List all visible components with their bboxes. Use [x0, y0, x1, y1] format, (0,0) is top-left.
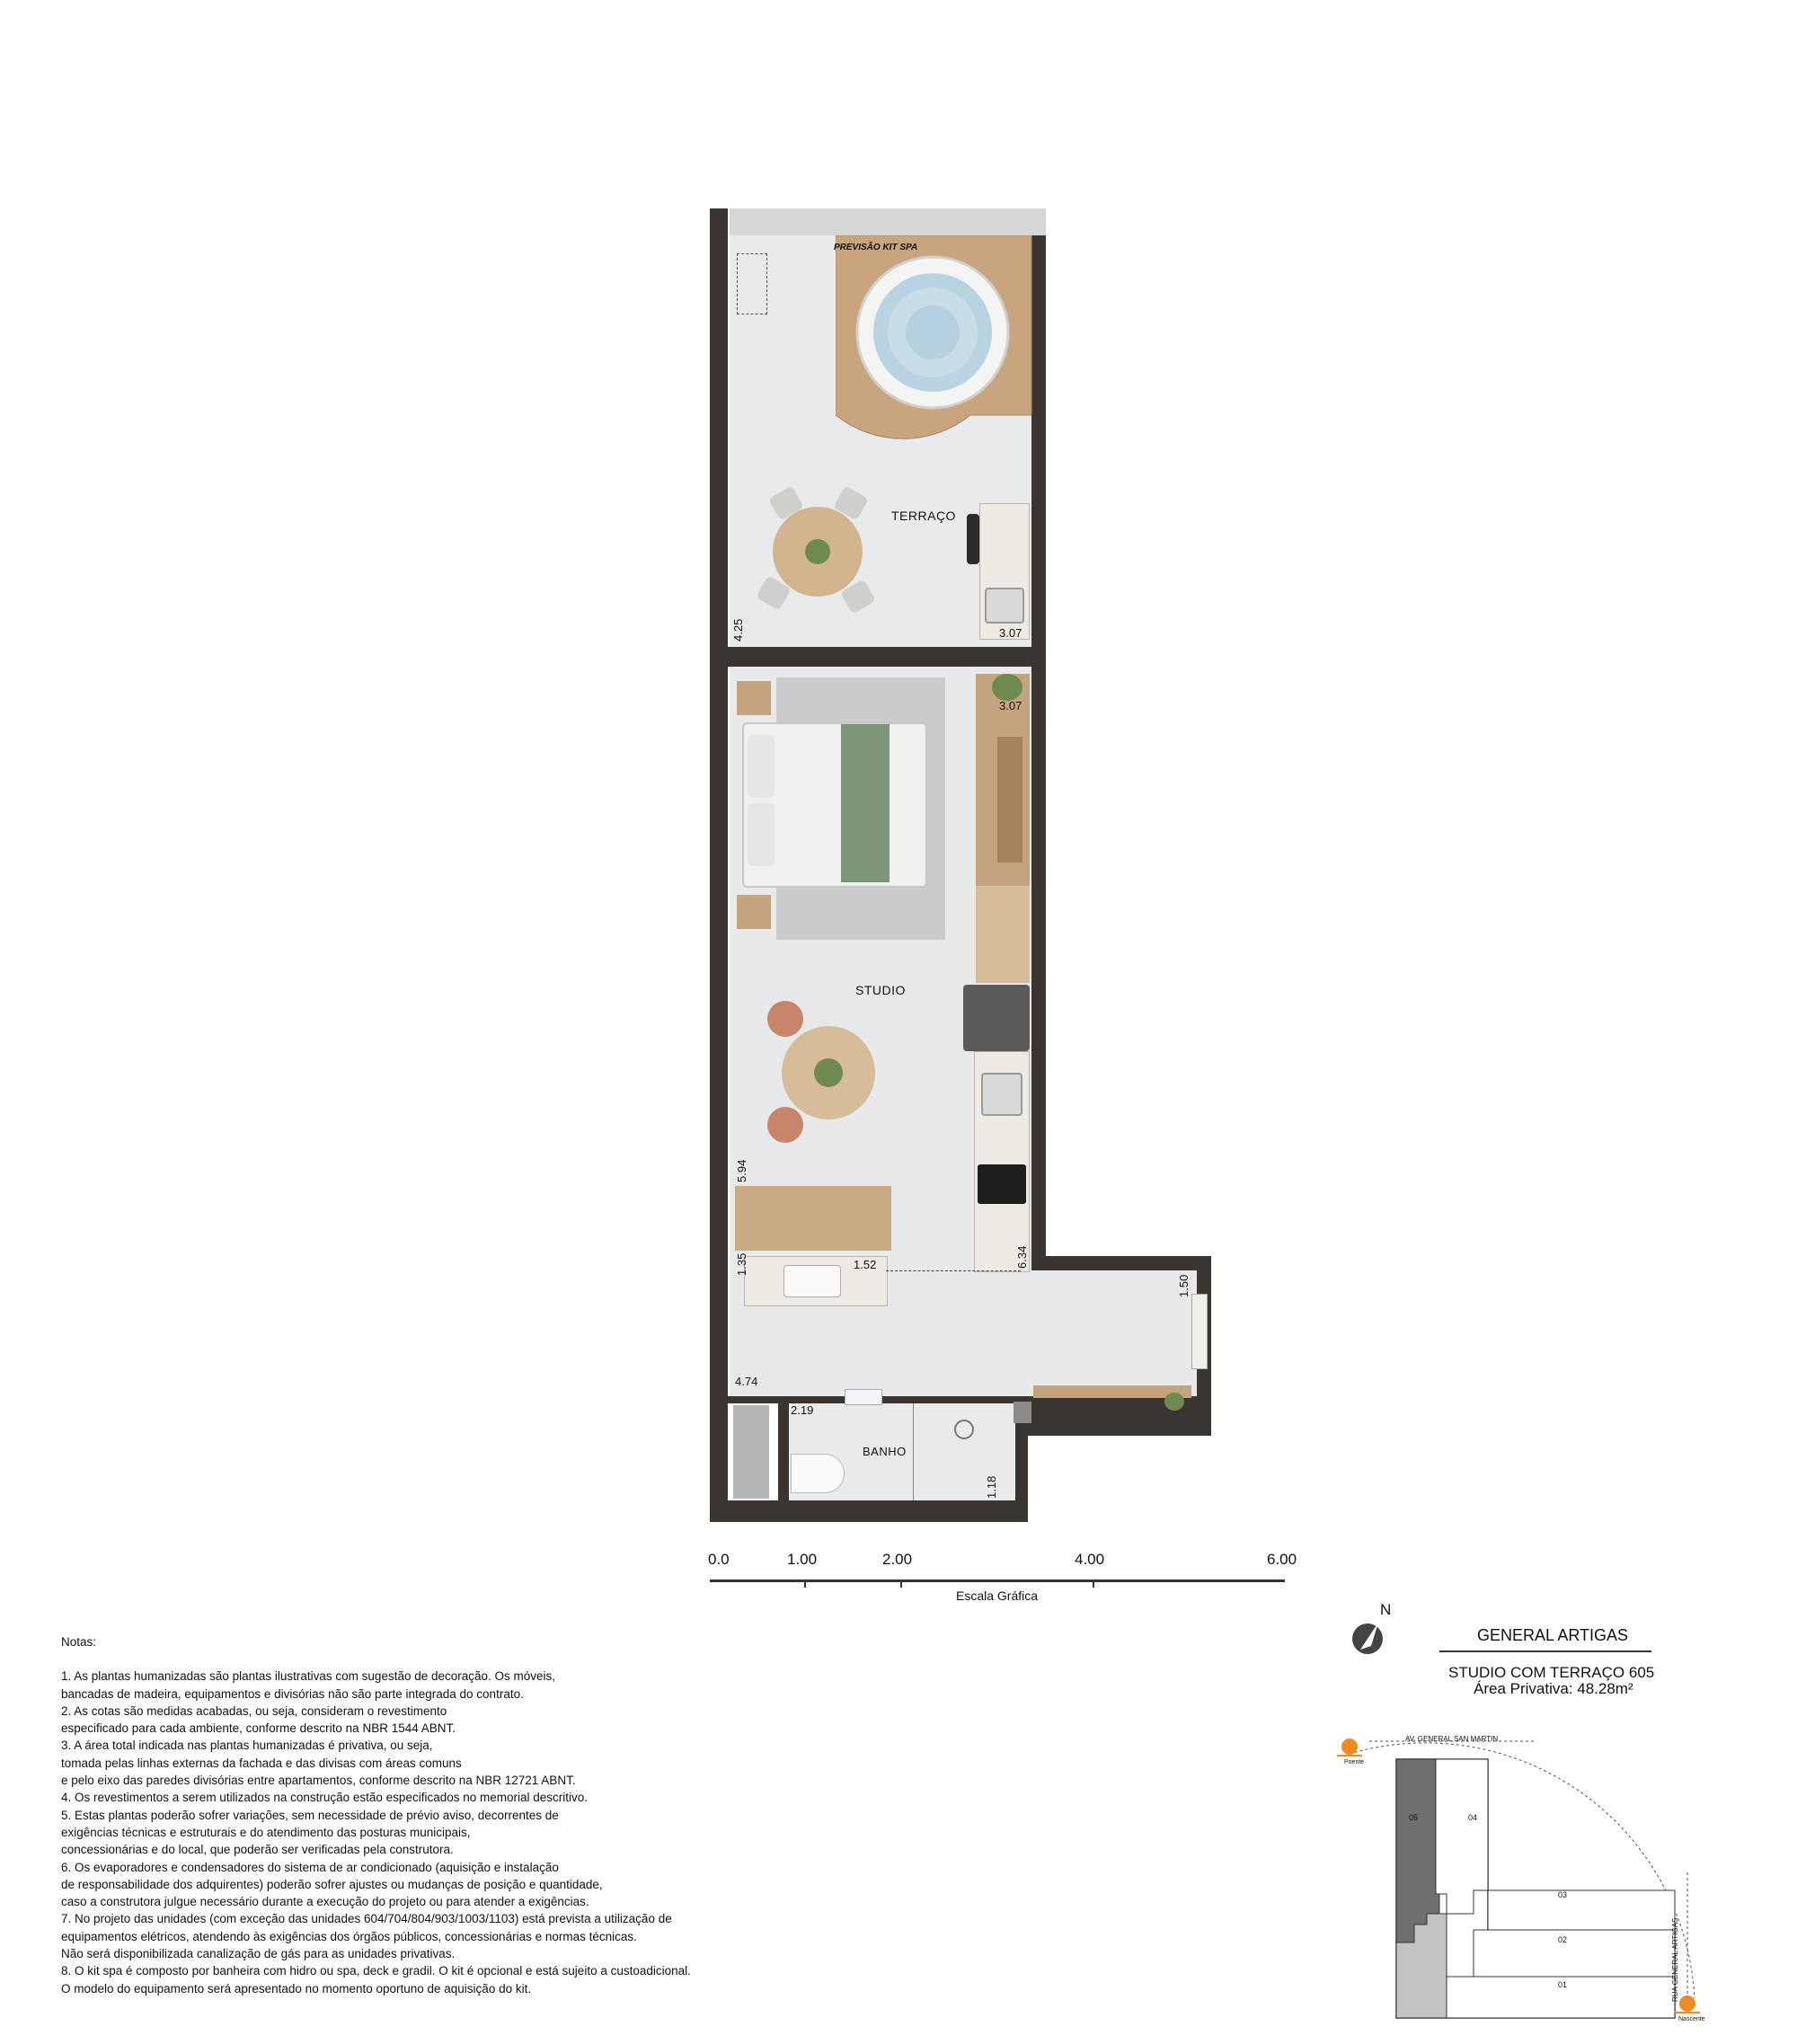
unit-area: Área Privativa: 48.28m² — [1474, 1680, 1633, 1697]
studio-room-label: STUDIO — [855, 983, 906, 997]
scale-line — [710, 1579, 1285, 1582]
north-arrow-icon — [1348, 1614, 1393, 1659]
kitchen-dashed-line — [886, 1270, 1021, 1271]
dim-terraco-width: 3.07 — [999, 626, 1022, 640]
bath-door — [845, 1389, 882, 1405]
dim-kitchen-length: 6.34 — [1015, 1245, 1029, 1269]
sun-west-label: Poente — [1344, 1759, 1365, 1765]
street-top-label: AV. GENERAL SAN MARTIN — [1405, 1735, 1499, 1743]
note-line: concessionárias e do local, que poderão ser verificadas pela construtora. — [61, 1843, 454, 1857]
terrace-grill — [967, 514, 979, 564]
note-line: e pelo eixo das paredes divisórias entre apartamentos, conforme descrito na NBR 12721 ABNT. — [61, 1774, 576, 1788]
unit-04-label: 04 — [1468, 1813, 1478, 1822]
dim-vanity-width: 1.52 — [854, 1258, 877, 1271]
note-line: 7. No projeto das unidades (com exceção das unidades 604/704/804/903/1003/1103) está prevista a utilização de — [61, 1912, 672, 1926]
unit-01-label: 01 — [1558, 1980, 1568, 1989]
unit-02-label: 02 — [1558, 1935, 1568, 1944]
unit-03-label: 03 — [1558, 1890, 1568, 1899]
studio-dining-set — [758, 997, 875, 1159]
project-name: GENERAL ARTIGAS — [1477, 1626, 1629, 1644]
pillow-1 — [748, 735, 775, 798]
notes-heading: Notas: — [61, 1635, 97, 1649]
note-line: exigências técnicas e estruturais e do atendimento das posturas municipais, — [61, 1825, 471, 1839]
sun-east-label: Nascente — [1678, 2016, 1705, 2022]
note-line: caso a construtora julgue necessário durante a execução do projeto ou para atender a exigências. — [61, 1895, 589, 1909]
nightstand-top — [737, 681, 771, 715]
scale-tick-0: 0.0 — [708, 1551, 730, 1568]
terrace-dashed-box — [737, 253, 767, 314]
dim-studio-height: 5.94 — [735, 1159, 748, 1182]
scale-label: Escala Gráfica — [956, 1588, 1039, 1603]
corridor-box — [1014, 1402, 1031, 1423]
terrace-dining-set — [755, 485, 890, 629]
unit-05-label: 05 — [1409, 1813, 1419, 1822]
note-line: bancadas de madeira, equipamentos e divisórias não são parte integrada do contrato. — [61, 1686, 524, 1701]
wall-left-outer — [710, 208, 728, 1522]
wall-corridor-top — [1031, 1256, 1211, 1270]
wardrobe-rail — [997, 737, 1022, 863]
shower-drain — [954, 1420, 974, 1439]
dim-vanity-height: 1.35 — [735, 1252, 748, 1276]
spa-deck — [836, 235, 1033, 440]
site-plan-drawing — [1330, 1729, 1707, 2034]
note-line: Não será disponibilizada canalização de gás para as unidades privativas. — [61, 1947, 456, 1961]
unit-name: STUDIO COM TERRAÇO 605 — [1448, 1664, 1655, 1681]
scale-tick-6: 6.00 — [1267, 1551, 1297, 1568]
banho-room-label: BANHO — [863, 1445, 907, 1458]
scale-tick-4: 4.00 — [1075, 1551, 1105, 1568]
shower-glass — [913, 1403, 914, 1500]
note-line: equipamentos elétricos, atendendo às exigências dos órgãos públicos, concessionárias e normas técnicas. — [61, 1929, 637, 1943]
note-line: O modelo do equipamento será apresentado no momento oportuno de aquisição do kit. — [61, 1981, 532, 1995]
terrace-balcony-strip — [730, 208, 1046, 235]
bed-throw — [841, 724, 890, 882]
nightstand-bottom — [737, 895, 771, 929]
wall-terrace-bottom — [728, 647, 1046, 667]
kit-spa-label: PREVISÃO KIT SPA — [834, 243, 918, 252]
corridor-door-frame — [1191, 1294, 1208, 1369]
shaft — [731, 1403, 771, 1500]
scale-tick-2: 2.00 — [882, 1551, 913, 1568]
kitchen-sink — [981, 1073, 1022, 1116]
notes — [61, 1633, 691, 1997]
scale-tick-1: 1.00 — [787, 1551, 818, 1568]
cooktop — [978, 1164, 1026, 1204]
wall-bath-top — [728, 1396, 845, 1403]
dim-corridor-height: 1.50 — [1177, 1274, 1191, 1297]
toilet — [791, 1454, 845, 1493]
pillow-2 — [748, 803, 775, 866]
wall-bottom — [710, 1500, 1028, 1522]
title-underline — [1439, 1650, 1651, 1652]
dim-corridor-width: 4.74 — [735, 1375, 758, 1388]
corridor-plant — [1164, 1393, 1184, 1411]
note-line: 1. As plantas humanizadas são plantas ilustrativas com sugestão de decoração. Os móveis, — [61, 1669, 556, 1684]
note-line: 4. Os revestimentos a serem utilizados na construção estão especificados no memorial descritivo. — [61, 1791, 589, 1805]
wall-bath-top-right — [881, 1396, 1015, 1403]
dim-studio-width: 3.07 — [999, 699, 1022, 712]
note-line: 3. A área total indicada nas plantas humanizadas é privativa, ou seja, — [61, 1739, 433, 1753]
terrace-sink — [985, 588, 1024, 624]
note-line: 6. Os evaporadores e condensadores do sistema de ar condicionado (aquisição e instalação — [61, 1860, 559, 1874]
dim-banho-width: 2.19 — [791, 1403, 814, 1417]
note-line: 8. O kit spa é composto por banheira com hidro ou spa, deck e gradil. O kit é opcional e está sujeito a custoadicional. — [61, 1964, 691, 1978]
note-line: de responsabilidade dos adquirentes) poderão sofrer ajustes ou mudanças de posição e quantidade, — [61, 1877, 603, 1891]
fridge — [963, 985, 1030, 1051]
terraco-room-label: TERRAÇO — [891, 509, 956, 523]
dim-banho-height: 1.18 — [985, 1475, 998, 1499]
north-label: N — [1380, 1601, 1392, 1618]
note-line: 5. Estas plantas poderão sofrer variações, sem necessidade de prévio aviso, decorrentes de — [61, 1808, 559, 1822]
wall-right-upper — [1031, 235, 1046, 1270]
note-line: especificado para cada ambiente, conforme descrito na NBR 1544 ABNT. — [61, 1721, 456, 1736]
note-line: 2. As cotas são medidas acabadas, ou seja, consideram o revestimento — [61, 1703, 447, 1718]
dim-terraco-height: 4.25 — [731, 618, 745, 642]
plant-studio — [992, 674, 1022, 701]
scale-seg-1 — [804, 1582, 806, 1588]
scale-seg-2 — [900, 1582, 902, 1588]
shoe-shelf — [976, 886, 1030, 983]
street-right-label: RUA GENERAL ARTIGAS — [1671, 1917, 1679, 2002]
studio-bench — [735, 1186, 891, 1251]
vanity-basin — [783, 1265, 841, 1297]
note-line: tomada pelas linhas externas da fachada e das divisas com áreas comuns — [61, 1756, 462, 1770]
scale-seg-4 — [1093, 1582, 1094, 1588]
